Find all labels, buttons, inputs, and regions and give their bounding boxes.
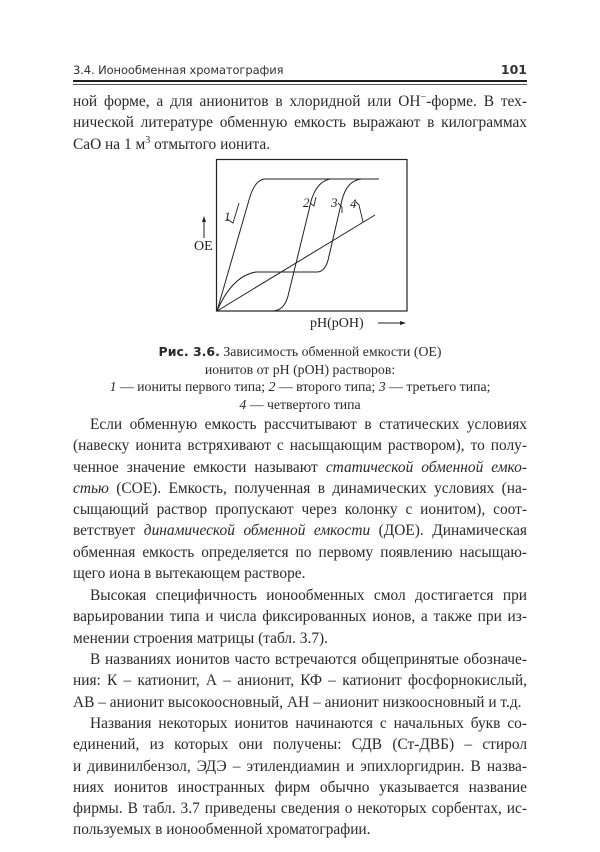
running-header xyxy=(73,61,527,79)
paragraph-3: В названиях ионитов часто встречаются общепринятые обозначе- ния: К – катионит, А – анионит, КФ – катионит фосфорнокислый, АВ – анионит высокоосновный, АН – анионит низкоосновный и т.д. xyxy=(73,651,527,711)
text-line: ной форме, а для анионитов в хлоридной или OH−-форме. В тех- xyxy=(73,92,527,110)
figure-3-6-chart xyxy=(180,150,430,340)
paragraph-2: Высокая специфичность ионообменных смол достигается при варьировании типа и числа фиксированных ионов, а также при из- менении строения матрицы (табл. 3.7). xyxy=(73,587,527,647)
figure-caption: Рис. 3.6. Зависимость обменной емкости (ОЕ) ионитов от pH (pOH) растворов: 1 — иониты первого типа; 2 — второго типа; 3 — третьего типа; 4 — четвертого типа xyxy=(109,344,491,412)
y-axis-label: OE xyxy=(194,239,213,254)
paragraph-4: Названия некоторых ионитов начинаются с начальных букв со- единений, из которых они получены: СДВ (Ст-ДВБ) – стирол и дивинилбензол, ЭДЭ – этилендиамин и эпихлоргидрин. В назва- ниях ионитов иностранных фирм обычно указывается название фирмы. В табл. 3.7 приведены сведения о некоторых сорбентах, ис- пользуемых в ионообменной хроматографии. xyxy=(73,715,527,839)
chart-frame xyxy=(217,160,408,312)
y-axis-arrow-icon xyxy=(202,216,206,222)
figure-label: Рис. 3.6. xyxy=(158,344,220,359)
section-title: 3.4. Ионообменная хроматография xyxy=(73,63,284,77)
curve-label-2: 2 xyxy=(303,195,310,210)
curve-label-3: 3 xyxy=(331,195,338,210)
page-number: 101 xyxy=(500,62,527,77)
x-axis-label: pH(pOH) xyxy=(310,316,364,331)
header-rule-thin xyxy=(73,84,527,85)
curve-label-1: 1 xyxy=(224,209,231,224)
text-line: CaO на 1 $м^3$ отмытого ионита. xyxy=(73,134,271,153)
text-line: нической литературе обменную емкость выражают в килограммах xyxy=(73,114,527,132)
x-axis-arrow-icon xyxy=(400,321,406,325)
header-rule xyxy=(73,80,527,82)
curve-label-4: 4 xyxy=(350,196,357,211)
intro-paragraph xyxy=(73,91,527,155)
paragraph-1: Если обменную емкость рассчитывают в статических условиях (навеску ионита встряхивают с насыщающим раствором), то полу- ченное значение емкости называют статической обменной емко- стью (СОЕ). Емкость, полученная в динамических условиях (на- сыщающий раствор пропускают через колонку с ионитом), соот- ветствует динамической обменной емкости (ДОЕ). Динамическая обменная емкость определяется по первому появлению насыщаю- щего иона в вытекающем растворе. xyxy=(73,416,527,583)
